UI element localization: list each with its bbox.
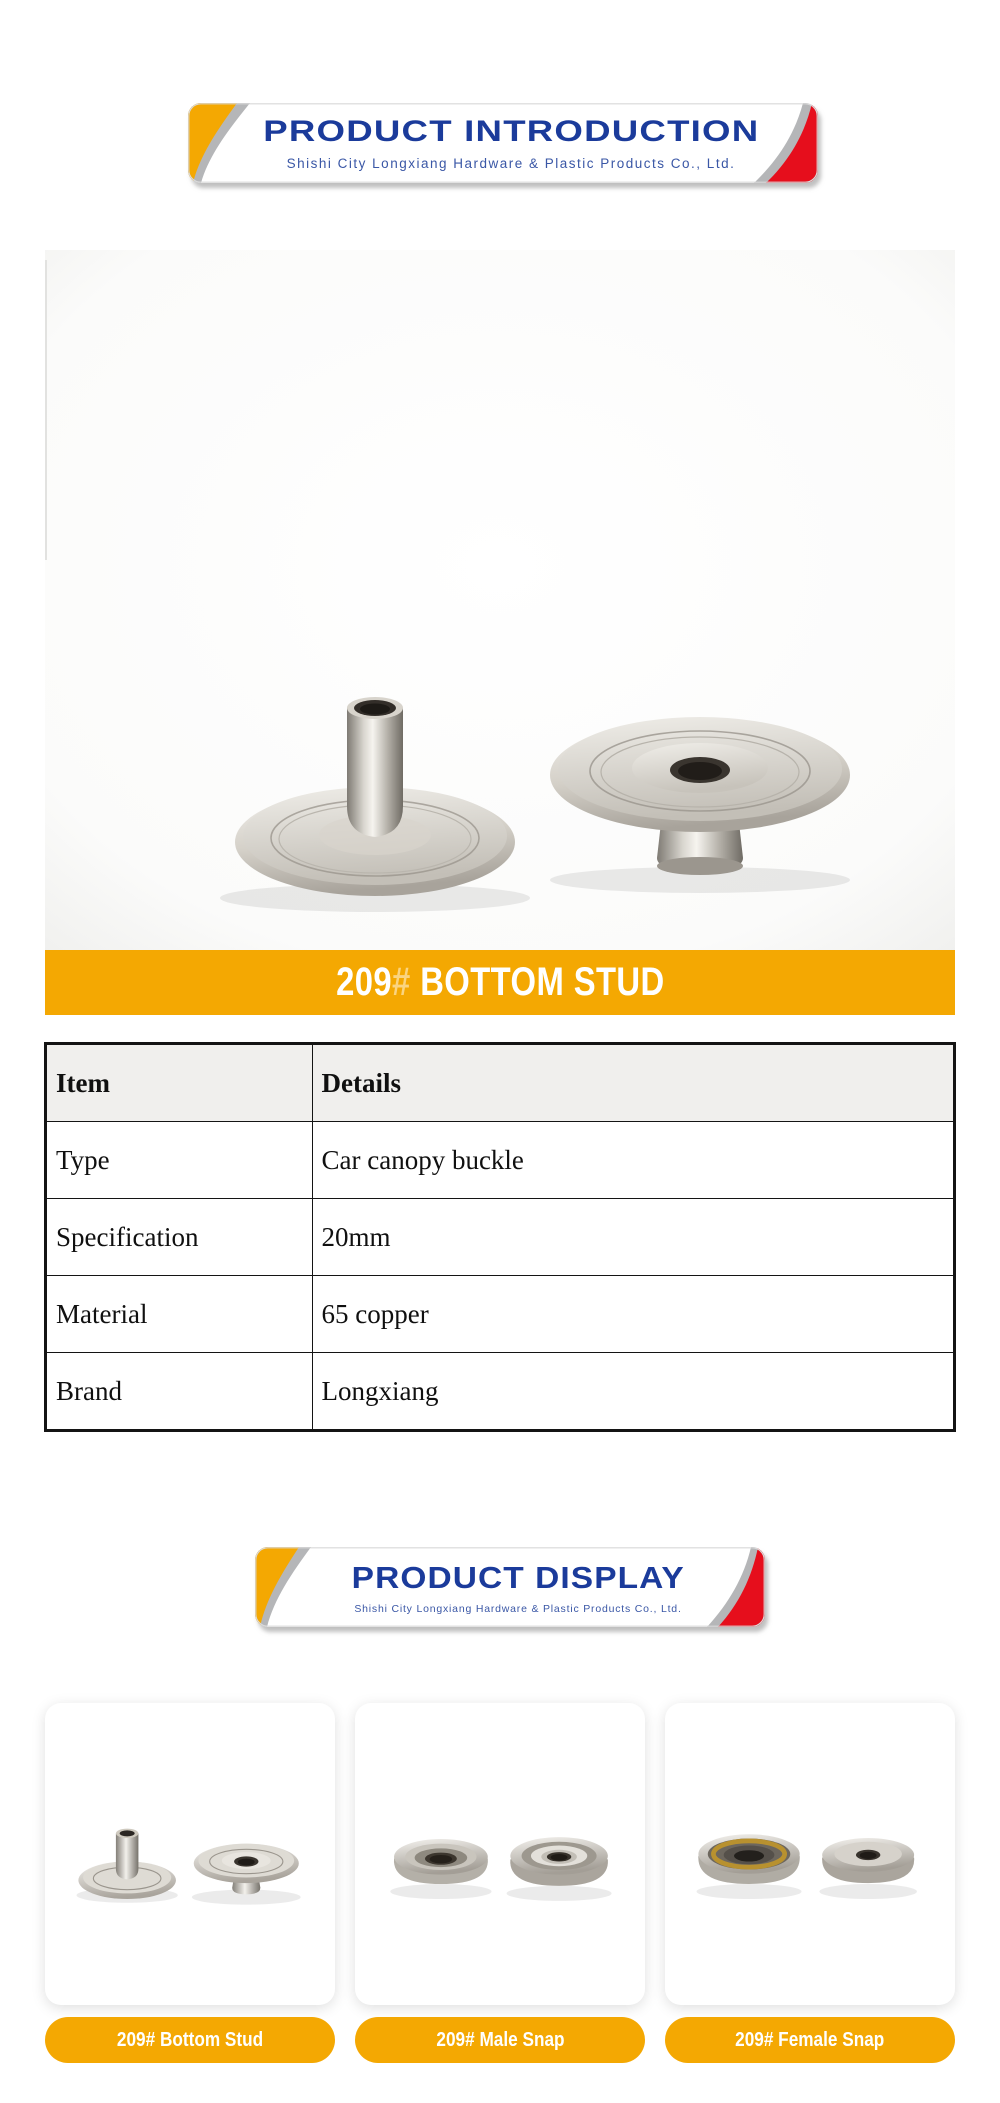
section-title-bar: [45, 950, 955, 1015]
spec-row-type: [46, 1122, 954, 1199]
product-photo: [45, 250, 955, 950]
product-card-male-snap: [355, 1703, 645, 2005]
spec-header-row: [46, 1044, 954, 1122]
display-banner-subtitle: Shishi City Longxiang Hardware & Plastic Products Co., Ltd.: [354, 1602, 682, 1615]
spec-item-cell: Specification: [46, 1199, 312, 1276]
spec-table: [45, 1043, 955, 1431]
spec-header-item: Item: [46, 1044, 312, 1122]
intro-banner-title: PRODUCT INTRODUCTION: [262, 115, 760, 148]
display-banner: [255, 1547, 765, 1627]
product-pill-label: 209# Male Snap: [435, 2028, 565, 2051]
product-pill-bottom-stud: [45, 2017, 335, 2063]
thumb-bottom-stud: [54, 1769, 326, 1939]
spec-details-cell: 20mm: [312, 1199, 954, 1276]
spec-header-details: Details: [312, 1044, 954, 1122]
display-banner-title: PRODUCT DISPLAY: [351, 1559, 685, 1595]
spec-item-cell: Type: [46, 1122, 312, 1199]
product-pill-label: 209# Female Snap: [735, 2028, 885, 2051]
spec-row-brand: [46, 1353, 954, 1431]
product-card-female-snap: [665, 1703, 955, 2005]
spec-item-cell: Material: [46, 1276, 312, 1353]
intro-banner: [188, 103, 818, 183]
spec-row-specification: [46, 1199, 954, 1276]
spec-details-cell: Car canopy buckle: [312, 1122, 954, 1199]
intro-banner-subtitle: Shishi City Longxiang Hardware & Plastic Products Co., Ltd.: [286, 156, 736, 171]
section-name: BOTTOM STUD: [410, 960, 665, 1004]
section-hash: #: [391, 960, 411, 1004]
section-number: 209: [335, 960, 392, 1004]
thumb-female-snap: [674, 1769, 946, 1939]
spec-item-cell: Brand: [46, 1353, 312, 1431]
spec-row-material: [46, 1276, 954, 1353]
section-title: [336, 960, 665, 1005]
spec-details-cell: Longxiang: [312, 1353, 954, 1431]
product-card-bottom-stud: [45, 1703, 335, 2005]
product-pill-female-snap: [665, 2017, 955, 2063]
thumb-male-snap: [364, 1769, 636, 1939]
spec-details-cell: 65 copper: [312, 1276, 954, 1353]
product-pill-male-snap: [355, 2017, 645, 2063]
product-pill-label: 209# Bottom Stud: [116, 2028, 264, 2051]
